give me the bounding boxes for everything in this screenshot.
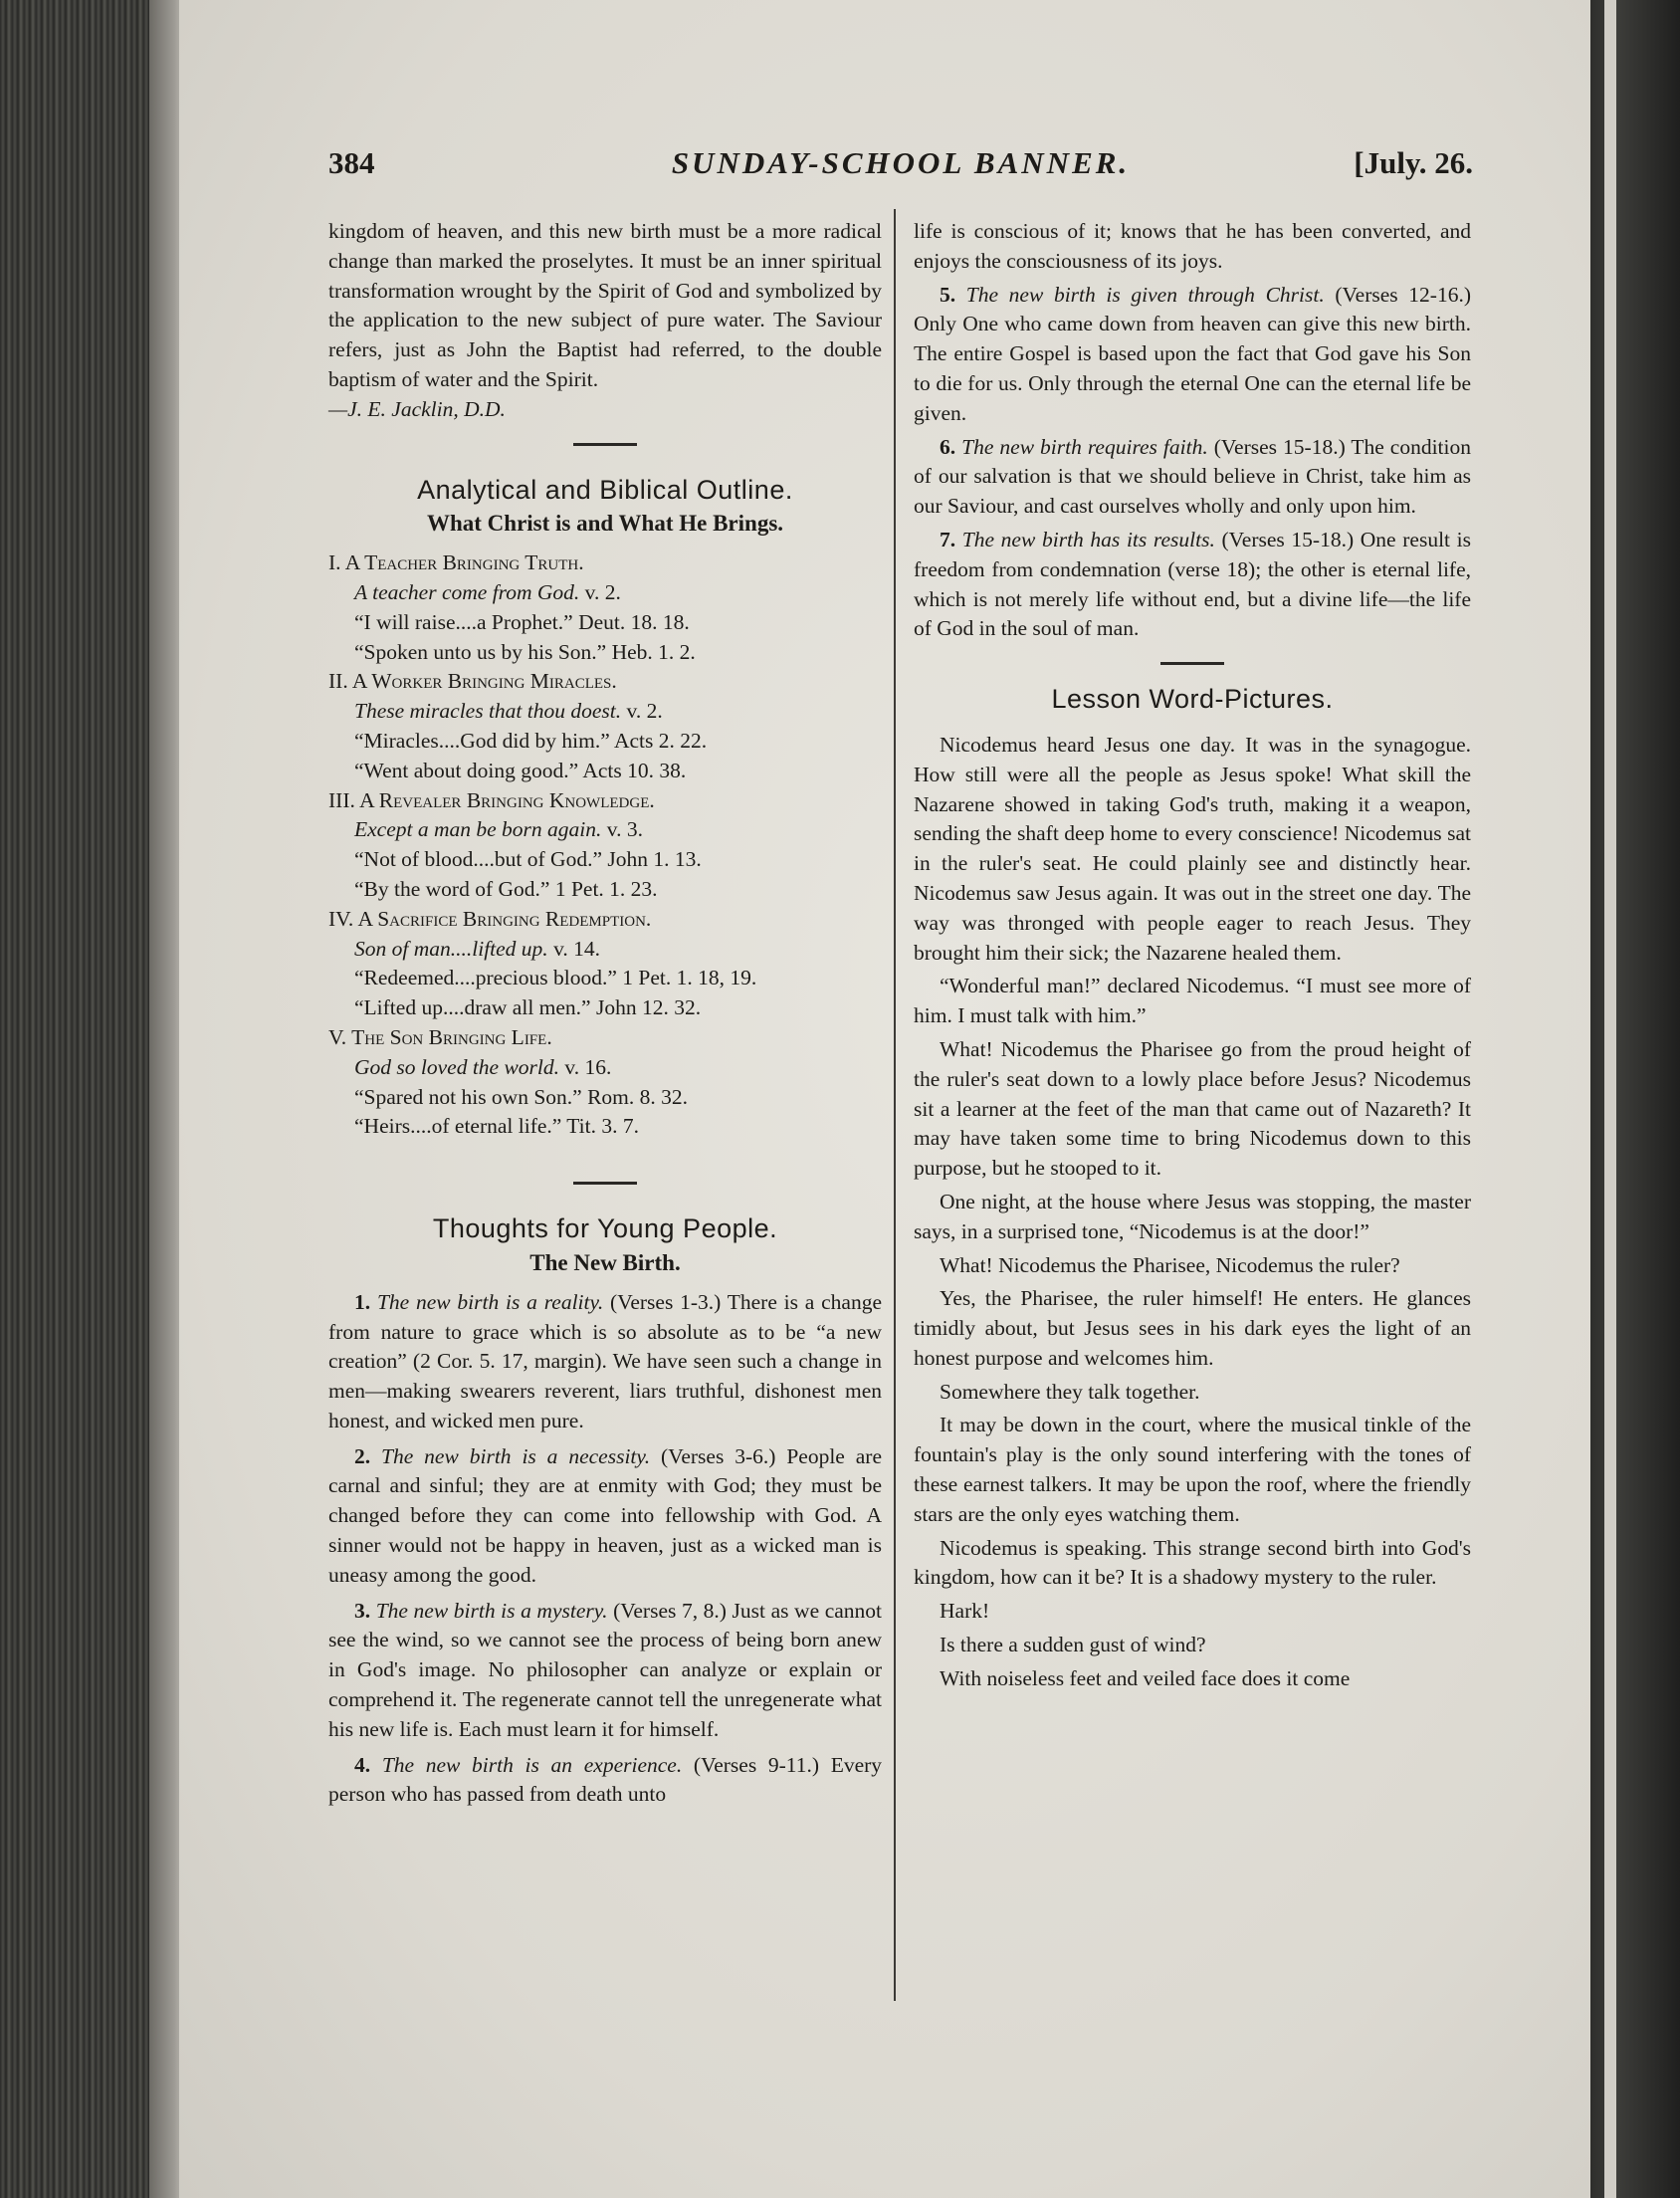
outline-title: A Revealer Bringing Knowledge. <box>359 787 655 812</box>
point-title: The new birth is a reality. <box>376 1289 604 1314</box>
story-paragraph: Is there a sudden gust of wind? <box>940 1633 1206 1657</box>
story-paragraph: Nicodemus is speaking. This strange second birth into God's kingdom, how can it be? It is a shadowy mystery to the ruler. <box>914 1535 1471 1590</box>
outline-text: God so loved the world. <box>354 1054 560 1079</box>
young-people-heading: Thoughts for Young People. <box>432 1213 778 1244</box>
story-paragraph: “Wonderful man!” declared Nicodemus. “I must see more of him. I must talk with him.” <box>914 974 1471 1028</box>
outline-item <box>328 905 882 1023</box>
story-paragraph: Hark! <box>940 1599 990 1624</box>
point-number: 6. <box>940 434 956 459</box>
outline-quote: “Spoken unto us by his Son.” Heb. 1. 2. <box>354 639 696 664</box>
outline-subheading: What Christ is and What He Brings. <box>426 511 784 537</box>
right-column <box>914 217 1471 1694</box>
point-body: (Verses 7, 8.) Just as we cannot see the wind, so we cannot see the process of being born anew in God's image. No philosopher can analyze or explain or comprehend it. The regenerate cannot tell the unregenerate what his new life is. Each must learn it for himself. <box>328 1598 883 1741</box>
story-paragraph: What! Nicodemus the Pharisee, Nicodemus the ruler? <box>940 1252 1400 1277</box>
next-page-edge <box>1604 0 1616 2198</box>
point-paragraph <box>914 526 1471 644</box>
point-paragraph <box>328 1442 882 1591</box>
outline-item <box>328 786 882 905</box>
point-body: (Verses 3-6.) People are carnal and sinful; they are at enmity with God; they must be changed before they can come into fellowship with God. A sinner would not be happy in heaven, just as a wicked man is uneasy among the good. <box>328 1443 882 1587</box>
issue-date: [July. 26. <box>1354 145 1473 180</box>
outline-num: III. <box>328 787 355 812</box>
continuation-paragraph: life is conscious of it; knows that he has been converted, and enjoys the consciousness of its joys. <box>914 219 1471 273</box>
outline-ref: v. 3. <box>606 817 644 842</box>
outline-ref: v. 14. <box>553 936 601 961</box>
point-paragraph <box>914 433 1471 522</box>
running-head <box>328 145 1473 195</box>
point-body: (Verses 15-18.) The condition of our salvation is that we should believe in Christ, take him as our Saviour, and cast ourselves wholly and only upon him. <box>914 434 1472 519</box>
story-paragraph: One night, at the house where Jesus was stopping, the master says, in a surprised tone, “Nicodemus is at the door!” <box>914 1189 1471 1243</box>
left-column <box>328 217 882 1810</box>
point-title: The new birth has its results. <box>961 527 1215 551</box>
outline-text: These miracles that thou doest. <box>354 699 622 724</box>
story-paragraph: With noiseless feet and veiled face does it come <box>940 1665 1351 1690</box>
story-paragraph: Nicodemus heard Jesus one day. It was in the synagogue. How still were all the people as Jesus spoke! What skill the Nazarene showed in taking God's truth, making it a weapon, sending the shaft deep home to every conscience! Nicodemus sat in the ruler's seat. He could plainly see and distinctly hear. Nicodemus saw Jesus again. It was out in the street one day. The way was thronged with people eager to reach Jesus. They brought him their sick; the Nazarene healed them. <box>914 732 1471 965</box>
point-title: The new birth is a necessity. <box>381 1443 651 1468</box>
outline-item <box>328 1023 882 1142</box>
outline-title: The Son Bringing Life. <box>351 1024 552 1049</box>
point-number: 7. <box>940 527 956 551</box>
publication-title: SUNDAY-SCHOOL BANNER. <box>671 145 1131 180</box>
column-rule <box>894 209 896 2001</box>
word-pictures-heading: Lesson Word-Pictures. <box>1051 684 1334 715</box>
outline-quote: “Not of blood....but of God.” John 1. 13. <box>354 847 702 872</box>
outline-quote: “By the word of God.” 1 Pet. 1. 23. <box>354 876 658 901</box>
outline-quote: “I will raise....a Prophet.” Deut. 18. 18. <box>354 609 690 634</box>
outline-quote: “Spared not his own Son.” Rom. 8. 32. <box>354 1084 689 1109</box>
point-paragraph <box>328 1288 882 1436</box>
divider <box>573 443 637 446</box>
intro-paragraph: kingdom of heaven, and this new birth must be a more radical change than marked the proselytes. It must be an inner spiritual transformation wrought by the Spirit of God and symbolized by the application to the new subject of pure water. The Saviour refers, just as John the Baptist had referred, to the double baptism of water and the Spirit. <box>328 219 882 391</box>
outline-heading: Analytical and Biblical Outline. <box>417 474 793 505</box>
point-number: 3. <box>354 1598 371 1623</box>
outline-item <box>328 549 882 667</box>
outline-title: A Worker Bringing Miracles. <box>351 669 617 694</box>
book-spine <box>0 0 159 2198</box>
outline-text: Son of man....lifted up. <box>354 936 548 961</box>
outline-ref: v. 2. <box>584 579 621 604</box>
story-paragraph: It may be down in the court, where the musical tinkle of the fountain's play is the only sound interfering with the tones of these earnest talkers. It may be upon the roof, where the friendly stars are the only eyes watching them. <box>914 1413 1471 1526</box>
point-number: 5. <box>940 282 956 307</box>
outline-list <box>328 549 882 1142</box>
point-body: (Verses 12-16.) Only One who came down from heaven can give this new birth. The entire Gospel is based upon the fact that God gave his Son to die for us. Only through the eternal One can the eternal life be given. <box>914 282 1472 425</box>
outline-text: A teacher come from God. <box>354 579 580 604</box>
outline-quote: “Redeemed....precious blood.” 1 Pet. 1. 18, 19. <box>354 966 757 990</box>
page-number: 384 <box>328 145 375 180</box>
outline-title: A Teacher Bringing Truth. <box>344 550 584 575</box>
outline-num: V. <box>328 1024 347 1049</box>
point-title: The new birth is an experience. <box>381 1752 683 1777</box>
point-body: (Verses 15-18.) One result is freedom from condemnation (verse 18); the other is eternal life, which is not merely life without end, but a divine life—the life of God in the soul of man. <box>914 527 1472 641</box>
outline-num: I. <box>328 550 341 575</box>
point-title: The new birth is given through Christ. <box>965 282 1325 307</box>
story-paragraph: What! Nicodemus the Pharisee go from the proud height of the ruler's seat down to a lowly place before Jesus? Nicodemus sit a learner at the feet of the man that came out of Nazareth? It may have taken some time to bring Nicodemus down to this purpose, but he stooped to it. <box>914 1036 1471 1181</box>
point-paragraph <box>914 281 1471 429</box>
point-body: (Verses 1-3.) There is a change from nature to grace which is so absolute as to be “a new creation” (2 Cor. 5. 17, margin). We have seen such a change in men—making swearers reverent, liars truthful, dishonest men honest, and wicked men pure. <box>328 1289 883 1432</box>
outline-title: A Sacrifice Bringing Redemption. <box>357 906 652 931</box>
divider <box>573 1182 637 1185</box>
point-title: The new birth is a mystery. <box>375 1598 608 1623</box>
intro-signature: —J. E. Jacklin, D.D. <box>328 396 506 421</box>
outline-item <box>328 667 882 785</box>
point-paragraph <box>328 1597 882 1745</box>
outline-quote: “Lifted up....draw all men.” John 12. 32. <box>354 995 702 1020</box>
outline-num: II. <box>328 669 348 694</box>
point-number: 1. <box>354 1289 371 1314</box>
outline-ref: v. 16. <box>564 1054 612 1079</box>
point-title: The new birth requires faith. <box>961 434 1208 459</box>
outline-num: IV. <box>328 906 354 931</box>
point-number: 2. <box>354 1443 371 1468</box>
young-people-subheading: The New Birth. <box>529 1249 681 1275</box>
outline-quote: “Heirs....of eternal life.” Tit. 3. 7. <box>354 1114 640 1139</box>
point-paragraph <box>328 1751 882 1811</box>
outline-quote: “Went about doing good.” Acts 10. 38. <box>354 758 687 782</box>
point-body: (Verses 9-11.) Every person who has passed from death unto <box>328 1752 883 1807</box>
divider <box>1160 662 1224 665</box>
outline-ref: v. 2. <box>626 699 663 724</box>
outline-quote: “Miracles....God did by him.” Acts 2. 22. <box>354 728 708 753</box>
story-paragraph: Yes, the Pharisee, the ruler himself! He enters. He glances timidly about, but Jesus sees in his dark eyes the light of an honest purpose and welcomes him. <box>914 1286 1471 1370</box>
story-paragraph: Somewhere they talk together. <box>940 1379 1200 1404</box>
point-number: 4. <box>354 1752 371 1777</box>
outline-text: Except a man be born again. <box>354 817 602 842</box>
